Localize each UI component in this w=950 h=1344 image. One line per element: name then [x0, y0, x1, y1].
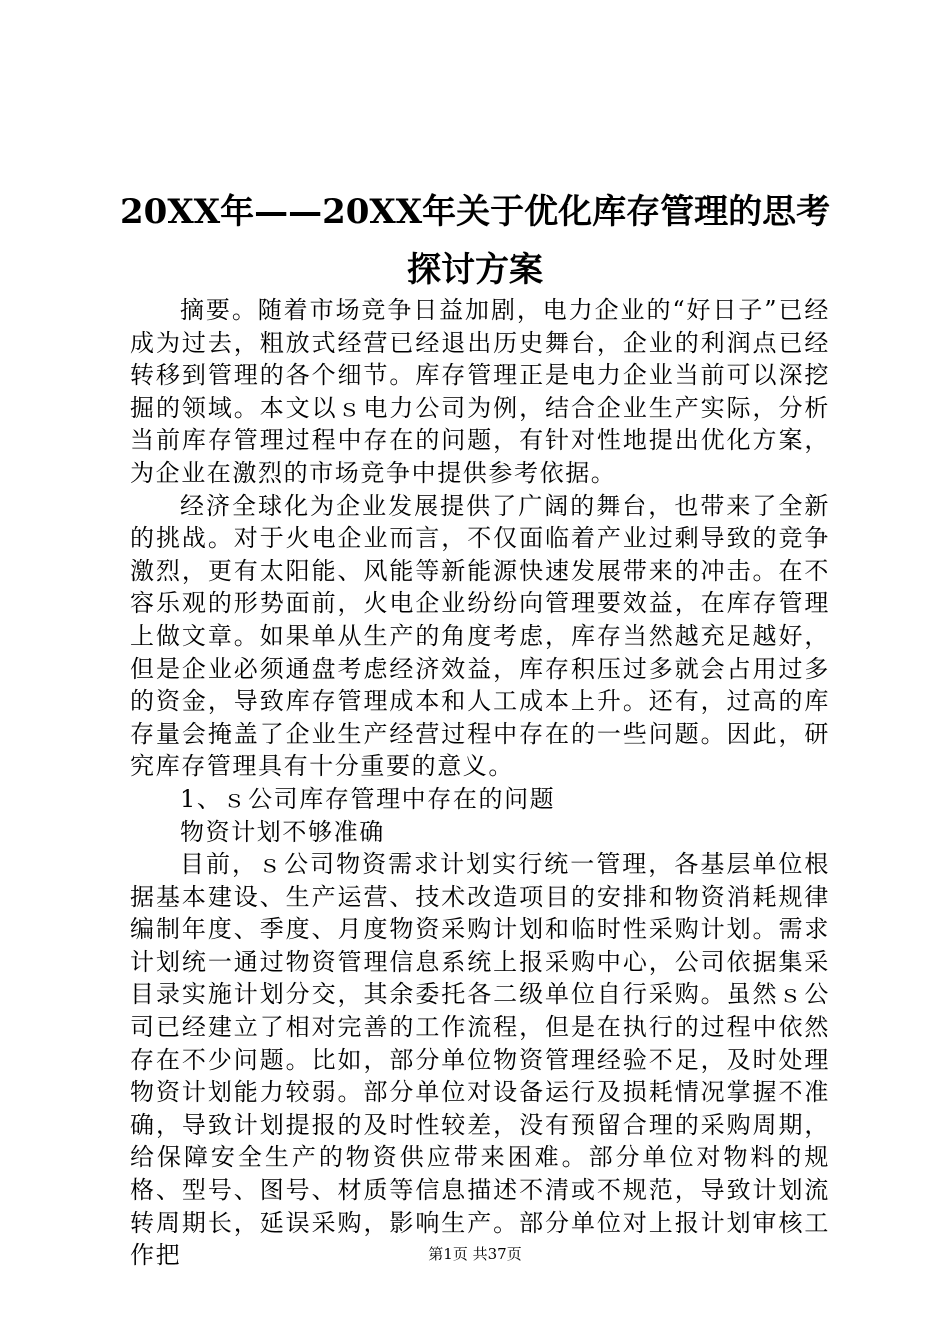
document-title-line-1: 20XX年——20XX年关于优化库存管理的思考	[120, 192, 831, 232]
section-heading: 1、ｓ公司库存管理中存在的问题	[180, 784, 556, 813]
page-footer: 第1页 共37页	[428, 1245, 522, 1263]
intro-paragraph: 经济全球化为企业发展提供了广阔的舞台，也带来了全新的挑战。对于火电企业而言，不仅面临着产业过剩导致的竞争激烈，更有太阳能、风能等新能源快速发展带来的冲击。在不容乐观的形势面前，火电企业纷纷向管理要效益，在库存管理上做文章。如果单从生产的角度考虑，库存当然越充足越好，但是企业必须通盘考虑经济效益，库存积压过多就会占用过多的资金，导致库存管理成本和人工成本上升。还有，过高的库存量会掩盖了企业生产经营过程中存在的一些问题。因此，研究库存管理具有十分重要的意义。	[130, 491, 830, 781]
document-body	[130, 294, 830, 1272]
sub-heading: 物资计划不够准确	[180, 817, 385, 846]
section-paragraph: 目前，ｓ公司物资需求计划实行统一管理，各基层单位根据基本建设、生产运营、技术改造项目的安排和物资消耗规律编制年度、季度、月度物资采购计划和临时性采购计划。需求计划统一通过物资管理信息系统上报采购中心，公司依据集采目录实施计划分交，其余委托各二级单位自行采购。虽然ｓ公司已经建立了相对完善的工作流程，但是在执行的过程中依然存在不少问题。比如，部分单位物资管理经验不足，及时处理物资计划能力较弱。部分单位对设备运行及损耗情况掌握不准确，导致计划提报的及时性较差，没有预留合理的采购周期，给保障安全生产的物资供应带来困难。部分单位对物料的规格、型号、图号、材质等信息描述不清或不规范，导致计划流转周期长，延误采购，影响生产。部分单位对上报计划审核工作把	[130, 850, 830, 1270]
abstract-paragraph: 摘要。随着市场竞争日益加剧，电力企业的“好日子”已经成为过去，粗放式经营已经退出历史舞台，企业的利润点已经转移到管理的各个细节。库存管理正是电力企业当前可以深挖掘的领域。本文以ｓ电力公司为例，结合企业生产实际，分析当前库存管理过程中存在的问题，有针对性地提出优化方案，为企业在激烈的市场竞争中提供参考依据。	[130, 296, 830, 487]
document-title-line-2: 探讨方案	[407, 250, 543, 290]
